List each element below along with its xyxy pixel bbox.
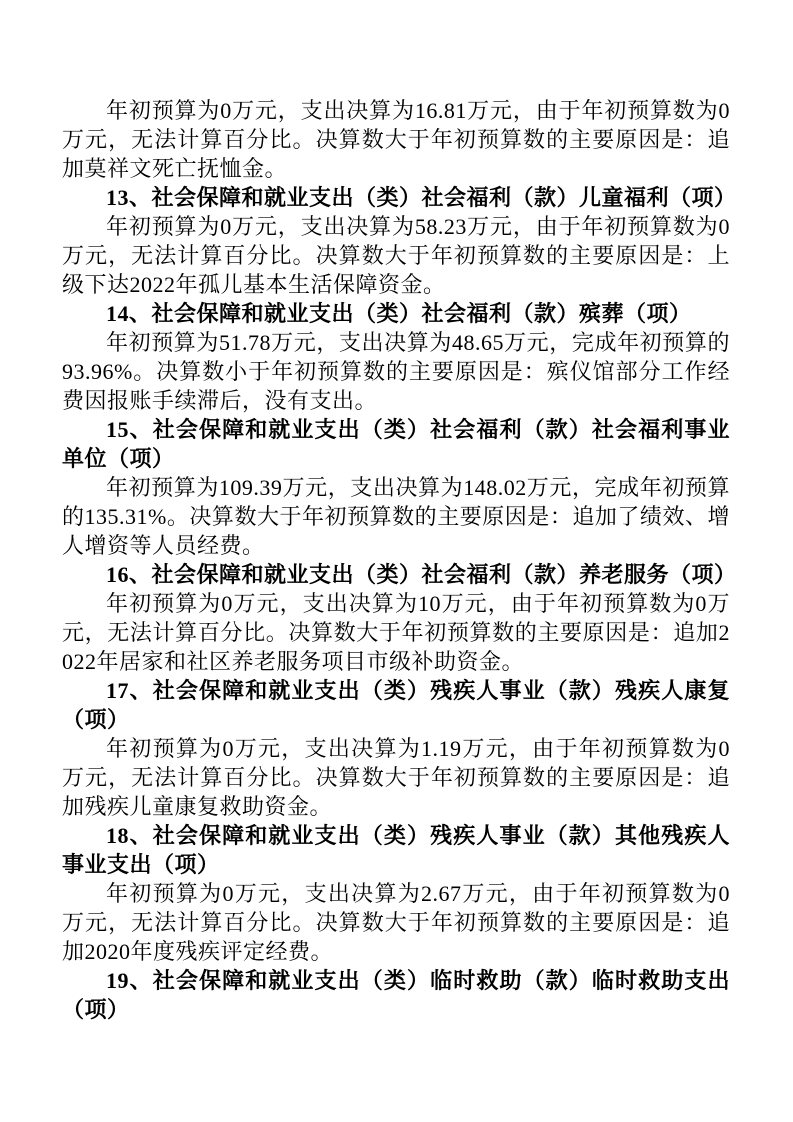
heading-item-18-other-disabled: 18、社会保障和就业支出（类）残疾人事业（款）其他残疾人事业支出（项） xyxy=(62,823,730,877)
paragraph-item-14-detail: 年初预算为51.78万元，支出决算为48.65万元，完成年初预算的93.96%。决算数小于年初预算数的主要原因是：殡仪馆部分工作经费因报账手续滞后，没有支出。 xyxy=(62,330,730,413)
paragraph-item-16-detail: 年初预算为0万元，支出决算为10万元，由于年初预算数为0万元，无法计算百分比。决算数大于年初预算数的主要原因是：追加2022年居家和社区养老服务项目市级补助资金。 xyxy=(62,591,730,674)
document-body xyxy=(62,96,737,1024)
heading-item-19-temporary-relief: 19、社会保障和就业支出（类）临时救助（款）临时救助支出（项） xyxy=(62,968,730,1022)
heading-item-17-disabled-rehab: 17、社会保障和就业支出（类）残疾人事业（款）残疾人康复（项） xyxy=(62,678,730,732)
heading-item-14-funeral: 14、社会保障和就业支出（类）社会福利（款）殡葬（项） xyxy=(106,301,692,326)
paragraph-item-12-detail: 年初预算为0万元，支出决算为16.81万元，由于年初预算数为0万元，无法计算百分比。决算数大于年初预算数的主要原因是：追加莫祥文死亡抚恤金。 xyxy=(62,98,730,181)
paragraph-item-15-detail: 年初预算为109.39万元，支出决算为148.02万元，完成年初预算的135.31%。决算数大于年初预算数的主要原因是：追加了绩效、增人增资等人员经费。 xyxy=(62,475,730,558)
heading-item-16-elderly-service: 16、社会保障和就业支出（类）社会福利（款）养老服务（项） xyxy=(106,562,737,587)
paragraph-item-17-detail: 年初预算为0万元，支出决算为1.19万元，由于年初预算数为0万元，无法计算百分比。决算数大于年初预算数的主要原因是：追加残疾儿童康复救助资金。 xyxy=(62,736,730,819)
paragraph-item-18-detail: 年初预算为0万元，支出决算为2.67万元，由于年初预算数为0万元，无法计算百分比。决算数大于年初预算数的主要原因是：追加2020年度残疾评定经费。 xyxy=(62,881,730,964)
heading-item-15-welfare-institution: 15、社会保障和就业支出（类）社会福利（款）社会福利事业单位（项） xyxy=(62,417,730,471)
heading-item-13-children-welfare: 13、社会保障和就业支出（类）社会福利（款）儿童福利（项） xyxy=(106,185,737,210)
paragraph-item-13-detail: 年初预算为0万元，支出决算为58.23万元，由于年初预算数为0万元，无法计算百分比。决算数大于年初预算数的主要原因是：上级下达2022年孤儿基本生活保障资金。 xyxy=(62,214,730,297)
